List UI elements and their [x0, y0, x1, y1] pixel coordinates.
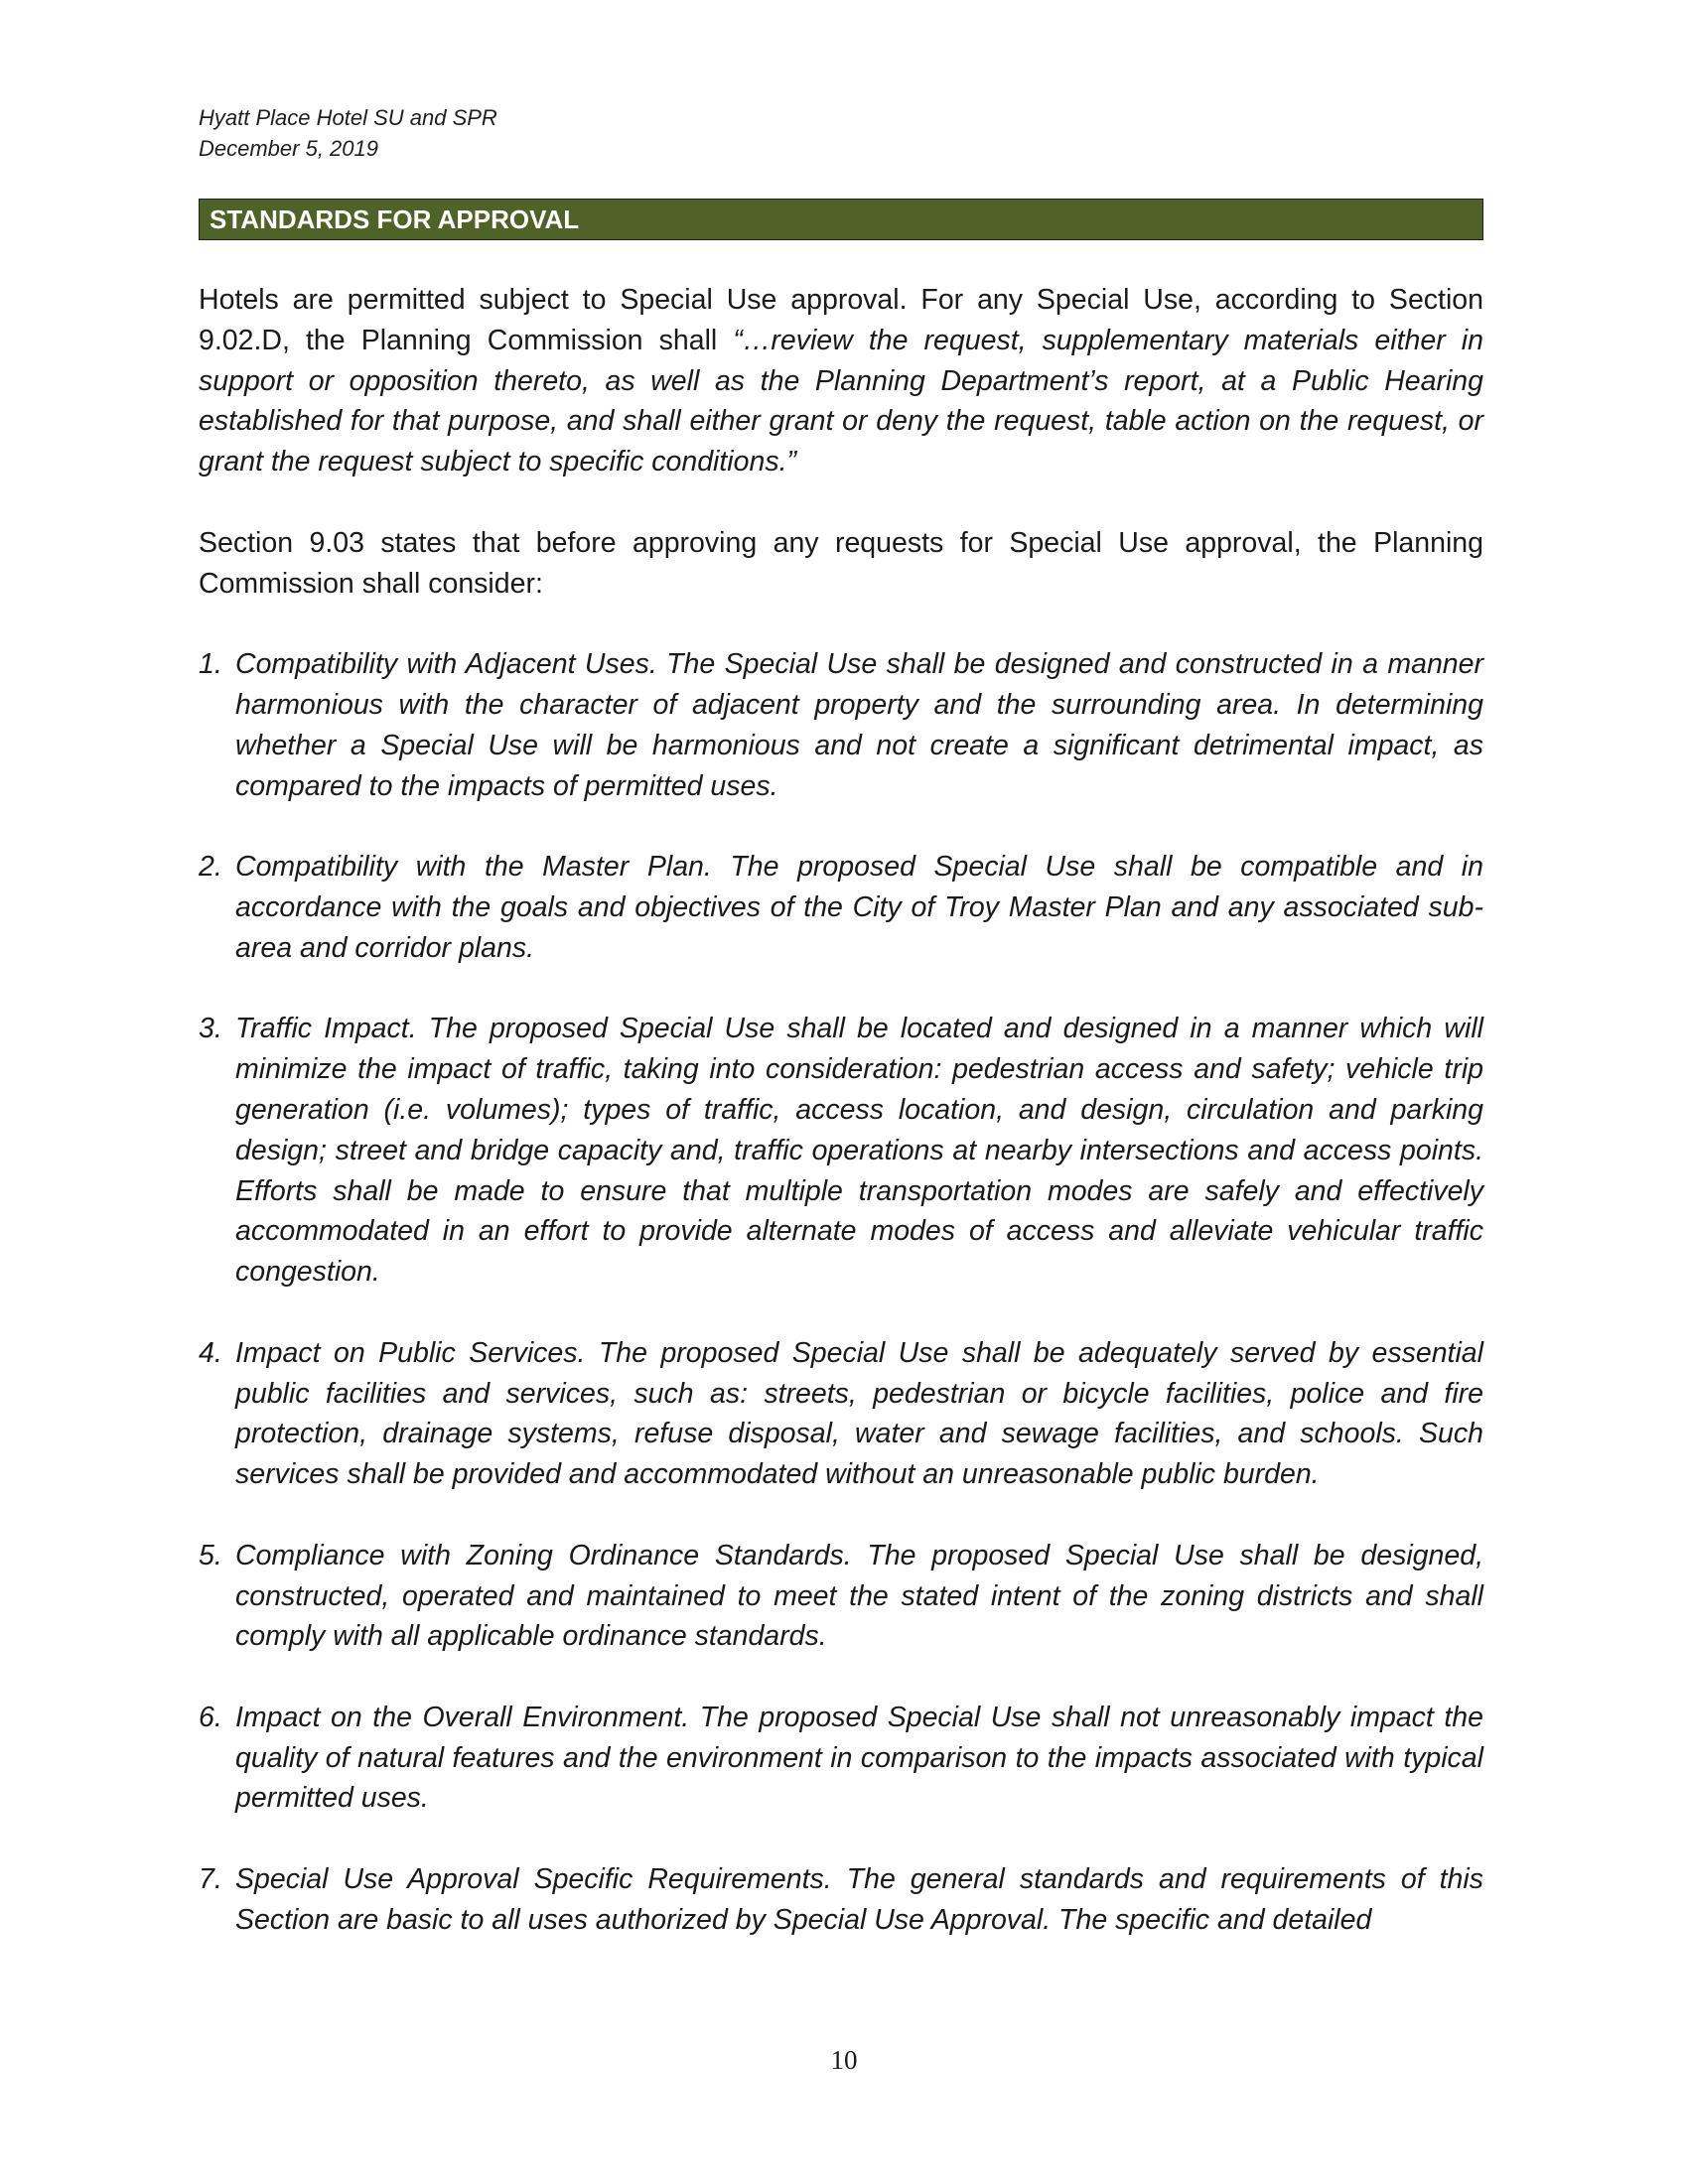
- standard-text: Special Use Approval Specific Requirements. The general standards and requirements of this Section are basic to all uses authorized by Special Use Approval. The specific and detailed: [235, 1863, 1483, 1936]
- standard-text: Traffic Impact. The proposed Special Use shall be located and designed in a manner which will minimize the impact of traffic, taking into consideration: pedestrian access and safety; vehicle trip generation (i.e. volumes); types of traffic, access location, and design, circulation and parking design; street and bridge capacity and, traffic operations at nearby intersections and access points. Efforts shall be made to ensure that multiple transportation modes are safely and effectively accommodated in an effort to provide alternate modes of access and alleviate vehicular traffic congestion.: [235, 1013, 1483, 1289]
- standard-number: 7.: [199, 1863, 222, 1896]
- standard-number: 5.: [199, 1539, 222, 1571]
- lead-in-paragraph: Section 9.03 states that before approving any requests for Special Use approval, the Planning Commission shall consider:: [199, 526, 1483, 600]
- document-date: December 5, 2019: [199, 136, 378, 161]
- standard-text: Compliance with Zoning Ordinance Standards. The proposed Special Use shall be designed, constructed, operated and maintained to meet the stated intent of the zoning districts and shall comply with all applicable ordinance standards.: [235, 1539, 1483, 1653]
- standard-number: 6.: [199, 1701, 222, 1733]
- standard-text: Compatibility with Adjacent Uses. The Special Use shall be designed and constructed in a manner harmonious with the character of adjacent property and the surrounding area. In determining whether a Special Use will be harmonious and not create a significant detrimental impact, as compared to the impacts of permitted uses.: [235, 648, 1483, 802]
- standard-item: [199, 1333, 1483, 1495]
- standard-item: [199, 1009, 1483, 1293]
- intro-paragraph: [199, 280, 1483, 482]
- standard-number: 2.: [199, 851, 222, 884]
- standard-item: [199, 1536, 1483, 1657]
- document-body: [199, 280, 1483, 1980]
- document-title: Hyatt Place Hotel SU and SPR: [199, 105, 497, 130]
- standard-number: 4.: [199, 1336, 222, 1369]
- standard-text: Impact on Public Services. The proposed Special Use shall be adequately served by essential public facilities and services, such as: streets, pedestrian or bicycle facilities, police and fire protection, drainage systems, refuse disposal, water and sewage facilities, and schools. Such services shall be provided and accommodated without an unreasonable public burden.: [235, 1336, 1483, 1491]
- standard-item: [199, 1698, 1483, 1819]
- standard-text: Compatibility with the Master Plan. The proposed Special Use shall be compatible and in accordance with the goals and objectives of the City of Troy Master Plan and any associated sub-area and corridor plans.: [235, 851, 1483, 964]
- standard-number: 3.: [199, 1013, 222, 1045]
- intro-lead-text: Hotels are permitted subject to Special Use approval. For any Special Use, according to Section 9.02.D, the Planning Commission shall: [199, 284, 1483, 356]
- section-heading-banner: STANDARDS FOR APPROVAL: [199, 199, 1483, 240]
- page-number: 10: [830, 2045, 858, 2075]
- standard-number: 1.: [199, 648, 222, 681]
- standard-item: [199, 644, 1483, 806]
- standards-list: [199, 644, 1483, 1941]
- page-header: [199, 102, 497, 164]
- standard-item: [199, 847, 1483, 968]
- intro-quote: “…review the request, supplementary materials either in support or opposition thereto, as well as the Planning Department’s report, at a Public Hearing established for that purpose, and shall either grant or deny the request, table action on the request, or grant the request subject to specific conditions.”: [199, 324, 1483, 478]
- standard-item: [199, 1859, 1483, 1941]
- standard-text: Impact on the Overall Environment. The proposed Special Use shall not unreasonably impact the quality of natural features and the environment in comparison to the impacts associated with typical permitted uses.: [235, 1701, 1483, 1815]
